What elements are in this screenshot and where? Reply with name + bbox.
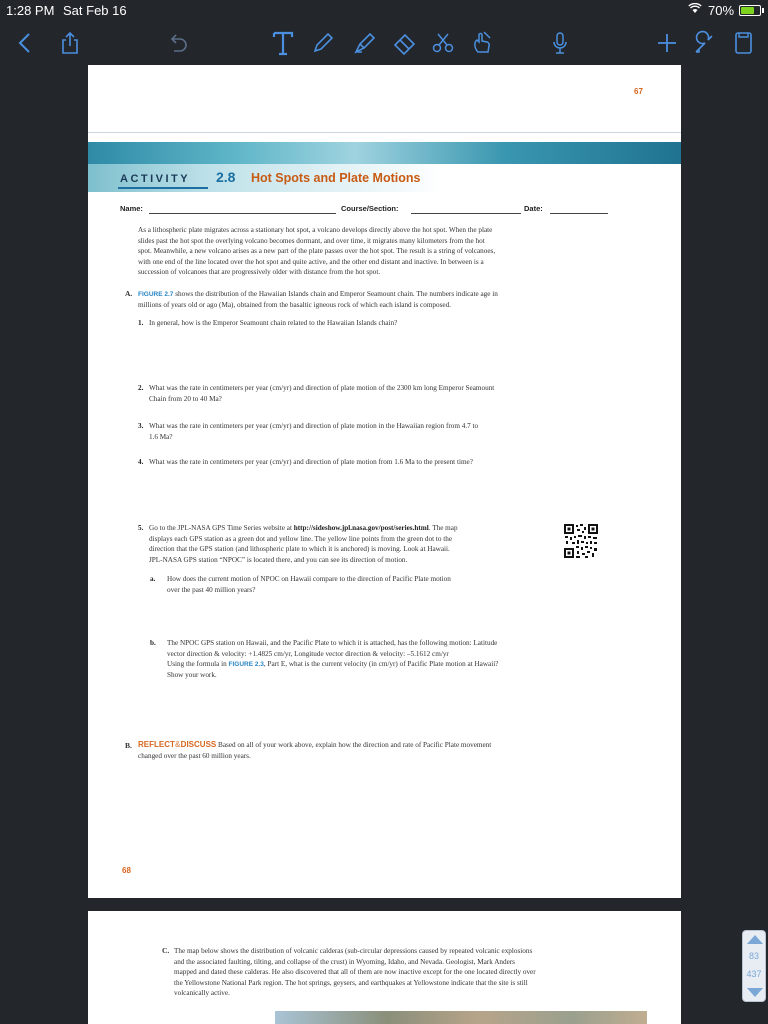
course-field[interactable] [411, 213, 521, 214]
gesture-icon[interactable] [467, 28, 497, 58]
q3-number: 3. [138, 422, 144, 430]
part-c-line-1: The map below shows the distribution of volcanic calderas (sub-circular depressions caused by repeated volcanic explosions [174, 947, 533, 955]
page-number-bottom: 68 [122, 866, 131, 875]
part-b-line-2: changed over the past 60 million years. [138, 752, 251, 760]
activity-number: 2.8 [216, 169, 236, 185]
text-tool-icon[interactable] [268, 28, 298, 58]
part-b-line-1 [138, 740, 491, 751]
q2-number: 2. [138, 384, 144, 392]
date-field[interactable] [550, 213, 608, 214]
undo-icon[interactable] [163, 28, 193, 58]
q5a-line-2: over the past 40 million years? [167, 585, 256, 594]
q4-text: What was the rate in centimeters per year (cm/yr) and direction of plate motion from 1.6 Ma to the present time? [149, 458, 473, 466]
total-pages: 437 [746, 969, 762, 979]
microphone-icon[interactable] [545, 28, 575, 58]
status-time: 1:28 PM [6, 3, 55, 18]
status-date: Sat Feb 16 [63, 3, 127, 18]
lasso-icon[interactable] [428, 28, 458, 58]
page-number-top: 67 [634, 87, 643, 96]
figure-ref-2-7[interactable]: FIGURE 2.7 [138, 291, 174, 298]
part-c-label: C. [162, 946, 170, 955]
battery-icon [739, 5, 761, 16]
part-c-line-4: the Yellowstone National Park region. The hot springs, geysers, and earthquakes at Yellowstone indicate that the site is still [174, 978, 528, 987]
eraser-icon[interactable] [390, 28, 420, 58]
part-c-line-3: mapped and dated these calderas. He also discovered that all of them are now inactive except for the one located directly over [174, 968, 536, 976]
q4-number: 4. [138, 458, 144, 466]
q5b-line-3-a: Using the formula in [167, 660, 229, 668]
q5-line-1 [149, 523, 458, 534]
document-page-2[interactable] [88, 911, 681, 1024]
caldera-map-image [275, 1011, 647, 1024]
discuss-label: DISCUSS [180, 740, 217, 749]
q2-line-2: Chain from 20 to 40 Ma? [149, 394, 222, 403]
intro-line-2: slides past the hot spot the overlying volcano becomes dormant, and over time, it migrates many kilometers from the hot [138, 236, 485, 245]
page-view-icon[interactable] [728, 28, 758, 58]
q5b-line-3-b: , Part E, what is the current velocity (in cm/yr) of Pacific Plate motion at Hawaii? [263, 660, 499, 668]
part-c-line-2: and the associated faulting, tilting, and collapse of the crust) in Wyoming, Idaho, and Nevada. Geologist, Mark Anders [174, 957, 515, 966]
page-up-icon[interactable] [747, 935, 763, 944]
part-b-label: B. [125, 741, 132, 750]
figure-ref-2-3[interactable]: FIGURE 2.3 [228, 661, 264, 668]
q5-line-1-a: Go to the JPL-NASA GPS Time Series website at [149, 524, 294, 532]
gps-series-link[interactable]: http://sideshow.jpl.nasa.gov/post/series.html [293, 524, 429, 532]
intro-line-3: spot. Meanwhile, a new volcano arises as a new part of the plate passes over the hot spot. The result is a string of volcanoes, [138, 247, 496, 255]
annotation-toolbar [0, 20, 768, 65]
q2-line-1: What was the rate in centimeters per year (cm/yr) and direction of plate motion of the 2300 km long Emperor Seamount [149, 384, 495, 392]
qr-code[interactable] [563, 523, 599, 559]
document-page-1[interactable] [88, 65, 681, 898]
part-c-line-5: volcanically active. [174, 989, 230, 997]
intro-line-1: As a lithospheric plate migrates across a stationary hot spot, a volcano develops directly above the hot spot. When the plate [138, 226, 493, 234]
q5-line-4: JPL-NASA GPS station “NPOC” is located there, and you can see its direction of motion. [149, 555, 408, 564]
q5-line-2: displays each GPS station as a green dot and yellow line. The yellow line points from the green dot to the [149, 534, 453, 543]
part-a-label: A. [125, 289, 133, 298]
q5b-line-1: The NPOC GPS station on Hawaii, and the Pacific Plate to which it is attached, has the following motion: Latitude [167, 639, 498, 647]
q5a-line-1: How does the current motion of NPOC on Hawaii compare to the direction of Pacific Plate motion [167, 575, 451, 583]
course-label: Course/Section: [341, 204, 399, 213]
share-icon[interactable] [55, 28, 85, 58]
q3-line-2: 1.6 Ma? [149, 432, 173, 441]
q5-number: 5. [138, 524, 144, 532]
battery-fill [741, 7, 754, 14]
part-a-line-1-text: shows the distribution of the Hawaiian Islands chain and Emperor Seamount chain. The numbers indicate age in [173, 290, 498, 298]
page-down-icon[interactable] [747, 988, 763, 997]
intro-line-5: succession of volcanoes that are progressively older with distance from the hot spot. [138, 268, 381, 276]
activity-label: ACTIVITY [120, 173, 191, 185]
pen-icon[interactable] [308, 28, 338, 58]
reflect-label: REFLECT [138, 740, 175, 749]
part-b-line-1-text: Based on all of your work above, explain how the direction and rate of Pacific Plate movement [216, 741, 492, 749]
intro-line-4: with one end of the line located over the hot spot and quite active, and the other end distant and inactive. In between is a [138, 257, 484, 266]
highlighter-icon[interactable] [350, 28, 380, 58]
q5b-line-2: vector direction & velocity: +1.4825 cm/yr, Longitude vector direction & velocity: –5.1612 cm/yr [167, 649, 449, 658]
activity-banner-image [88, 142, 681, 164]
wifi-icon [688, 3, 702, 17]
name-field[interactable] [149, 213, 336, 214]
add-icon[interactable] [652, 28, 682, 58]
page-navigator[interactable] [742, 930, 766, 1002]
status-bar [0, 0, 768, 20]
page-rule [88, 132, 681, 133]
part-a-line-2: millions of years old or ago (Ma), obtained from the basaltic igneous rock of which each island is composed. [138, 300, 451, 309]
wrench-icon[interactable] [690, 28, 720, 58]
name-label: Name: [120, 204, 143, 213]
battery-percent: 70% [708, 3, 735, 18]
q3-line-1: What was the rate in centimeters per year (cm/yr) and direction of plate motion in the Hawaiian region from 4.7 to [149, 422, 479, 430]
ampersand: & [174, 740, 181, 749]
back-icon[interactable] [10, 28, 40, 58]
q1-text: In general, how is the Emperor Seamount chain related to the Hawaiian Islands chain? [149, 319, 398, 327]
q5a-label: a. [150, 575, 156, 583]
q5-line-1-b: . The map [428, 524, 458, 532]
battery-tip [762, 8, 764, 13]
activity-underline [118, 187, 208, 189]
q5b-label: b. [150, 639, 156, 647]
date-label: Date: [524, 204, 543, 213]
current-page-number: 83 [748, 951, 759, 961]
q5b-line-4: Show your work. [167, 670, 217, 679]
activity-title: Hot Spots and Plate Motions [251, 171, 421, 185]
q5-line-3: direction that the GPS station (and lithospheric plate to which it is anchored) is moving. Look at Hawaii. [149, 545, 450, 553]
q1-number: 1. [138, 319, 144, 327]
